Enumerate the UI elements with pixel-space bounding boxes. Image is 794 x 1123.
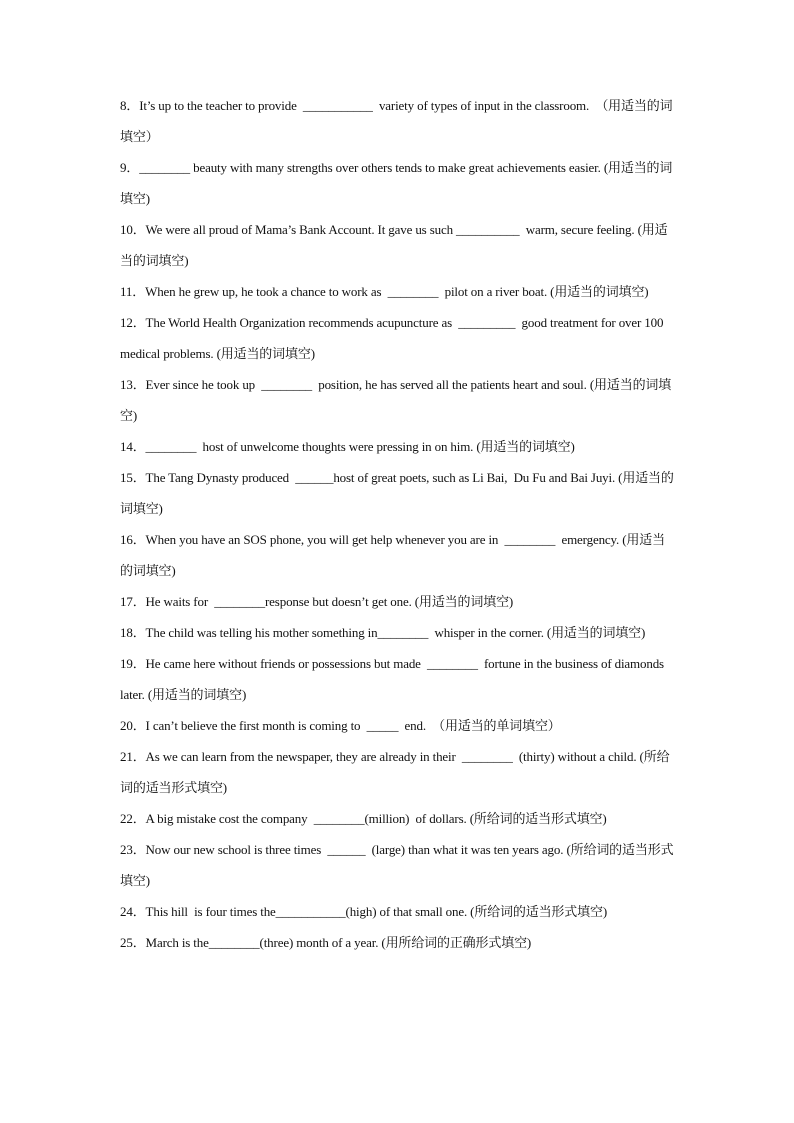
exercise-text: 22．A big mistake cost the company ________(million) of dollars. (所给词的适当形式填空) (120, 811, 607, 826)
exercise-item-14 (120, 431, 676, 462)
exercise-item-9 (120, 152, 676, 214)
exercise-list (120, 90, 676, 958)
exercise-item-21 (120, 741, 676, 803)
exercise-text: 23．Now our new school is three times ______ (large) than what it was ten years ago. (所给词的适当形式填空) (120, 842, 674, 888)
exercise-item-20 (120, 710, 676, 741)
exercise-item-12 (120, 307, 676, 369)
exercise-item-25 (120, 927, 676, 958)
exercise-item-18 (120, 617, 676, 648)
exercise-item-22 (120, 803, 676, 834)
exercise-item-15 (120, 462, 676, 524)
exercise-item-19 (120, 648, 676, 710)
exercise-text: 17．He waits for ________response but doesn’t get one. (用适当的词填空) (120, 594, 514, 609)
exercise-item-10 (120, 214, 676, 276)
exercise-text: 16．When you have an SOS phone, you will get help whenever you are in ________ emergency. (用适当的词填空) (120, 532, 665, 578)
exercise-text: 14．________ host of unwelcome thoughts were pressing in on him. (用适当的词填空) (120, 439, 575, 454)
exercise-text: 8．It’s up to the teacher to provide ___________ variety of types of input in the classroom. （用适当的词填空） (120, 98, 673, 144)
exercise-text: 19．He came here without friends or possessions but made ________ fortune in the business of diamonds later. (用适当的词填空) (120, 656, 668, 702)
exercise-item-23 (120, 834, 676, 896)
exercise-text: 25．March is the________(three) month of a year. (用所给词的正确形式填空) (120, 935, 532, 950)
exercise-item-8 (120, 90, 676, 152)
exercise-text: 18．The child was telling his mother something in________ whisper in the corner. (用适当的词填空) (120, 625, 646, 640)
exercise-item-13 (120, 369, 676, 431)
exercise-text: 10．We were all proud of Mama’s Bank Account. It gave us such __________ warm, secure feeling. (用适当的词填空) (120, 222, 668, 268)
exercise-text: 20．I can’t believe the first month is coming to _____ end. （用适当的单词填空） (120, 718, 561, 733)
exercise-text: 12．The World Health Organization recommends acupuncture as _________ good treatment for over 100 medical problems. (用适当的词填空) (120, 315, 667, 361)
exercise-item-16 (120, 524, 676, 586)
exercise-text: 21．As we can learn from the newspaper, they are already in their ________ (thirty) without a child. (所给词的适当形式填空) (120, 749, 670, 795)
exercise-item-11 (120, 276, 676, 307)
exercise-text: 13．Ever since he took up ________ position, he has served all the patients heart and soul. (用适当的词填空) (120, 377, 672, 423)
exercise-text: 24．This hill is four times the___________(high) of that small one. (所给词的适当形式填空) (120, 904, 608, 919)
exercise-item-17 (120, 586, 676, 617)
exercise-text: 11．When he grew up, he took a chance to work as ________ pilot on a river boat. (用适当的词填空) (120, 284, 649, 299)
exercise-text: 9．________ beauty with many strengths over others tends to make great achievements easier. (用适当的词填空) (120, 160, 673, 206)
exercise-item-24 (120, 896, 676, 927)
exercise-text: 15．The Tang Dynasty produced ______host of great poets, such as Li Bai, Du Fu and Bai Juyi. (用适当的词填空) (120, 470, 674, 516)
